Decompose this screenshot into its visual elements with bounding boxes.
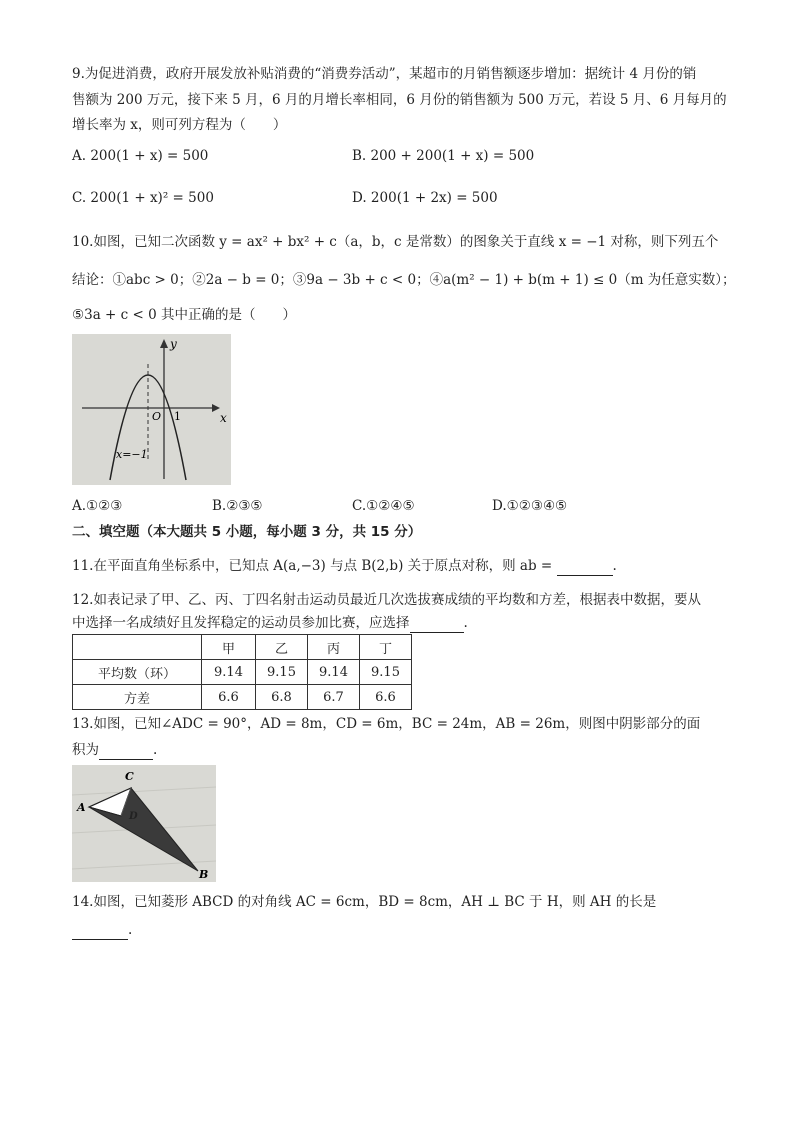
q10-option-b: B.②③⑤ [212,498,263,514]
q14-stem-line2 [72,920,132,940]
q11-end: . [612,558,617,574]
q9-stem-line2: 售额为 200 万元，接下来 5 月，6 月的月增长率相同，6 月份的销售额为 500 万元，若设 5 月、6 月每月的 [72,92,727,108]
table-row [73,685,412,710]
stats-table [72,634,412,710]
table-cell: 9.15 [256,660,308,685]
q14-end: . [128,922,133,938]
label-a: A [77,801,86,814]
q10-option-d: D.①②③④⑤ [492,498,568,514]
q13-stem-line2 [72,740,157,760]
q12-stem-line1: 12.如表记录了甲、乙、丙、丁四名射击运动员最近几次选拔赛成绩的平均数和方差，根据表中数据，要从 [72,592,701,608]
x-axis-arrow-icon [212,404,220,412]
label-b: B [199,868,209,881]
section-title: 二、填空题（本大题共 5 小题，每小题 3 分，共 15 分） [72,524,422,540]
q9-option-b: B. 200 + 200(1 + x) = 500 [352,148,535,164]
table-cell: 6.6 [360,685,412,710]
q12-text: 中选择一名成绩好且发挥稳定的运动员参加比赛，应选择 [72,615,410,631]
parabola-graph [72,334,231,485]
q13-stem-line1: 13.如图，已知∠ADC = 90°，AD = 8m，CD = 6m，BC = 24m，AB = 26m，则图中阴影部分的面 [72,716,701,732]
table-cell: 6.7 [308,685,360,710]
paper-grid-line [72,787,216,795]
q9-stem-line1: 9.为促进消费，政府开展发放补贴消费的“消费券活动”，某超市的月销售额逐步增加：据统计 4 月份的销 [72,66,697,82]
q11-answer-blank[interactable] [557,561,613,576]
triangle-figure [72,765,216,882]
table-header-cell: 丁 [360,635,412,660]
q12-stem-line2 [72,613,468,633]
label-d: D [129,811,138,822]
q11-text: 11.在平面直角坐标系中，已知点 A(a,−3) 与点 B(2,b) 关于原点对称，则 ab = [72,558,553,574]
table-cell: 9.14 [308,660,360,685]
table-header-row [73,635,412,660]
symmetry-axis-label: x=−1 [116,448,148,461]
q13-end: . [153,742,158,758]
table-row [73,660,412,685]
x-axis-label: x [220,411,227,425]
q9-option-d: D. 200(1 + 2x) = 500 [352,190,498,206]
table-cell: 6.8 [256,685,308,710]
q10-option-a: A.①②③ [72,498,123,514]
q13-text: 积为 [72,742,99,758]
parabola-figure [72,334,231,485]
q13-answer-blank[interactable] [99,745,153,760]
table-header-cell [73,635,202,660]
q10-stem-line2: 结论：①abc > 0；②2a − b = 0；③9a − 3b + c < 0；④a(m² − 1) + b(m + 1) ≤ 0（m 为任意实数）； [72,272,736,288]
table-cell: 9.15 [360,660,412,685]
q11-stem [72,556,617,576]
table-cell: 6.6 [202,685,256,710]
q9-stem-line3: 增长率为 x，则可列方程为（ ） [72,117,287,133]
table-header-cell: 甲 [202,635,256,660]
table-header-cell: 丙 [308,635,360,660]
q9-option-a: A. 200(1 + x) = 500 [72,148,209,164]
q9-option-c: C. 200(1 + x)² = 500 [72,190,214,206]
label-c: C [125,770,134,783]
q12-answer-blank[interactable] [410,618,464,633]
tick-label: 1 [174,410,181,423]
table-cell: 方差 [73,685,202,710]
triangle-graph [72,765,216,882]
table-cell: 9.14 [202,660,256,685]
q10-stem-line3: ⑤3a + c < 0 其中正确的是（ ） [72,307,296,323]
q10-stem-line1: 10.如图，已知二次函数 y = ax² + bx² + c（a，b，c 是常数）的图象关于直线 x = −1 对称，则下列五个 [72,234,719,250]
q14-stem-line1: 14.如图，已知菱形 ABCD 的对角线 AC = 6cm，BD = 8cm，AH ⊥ BC 于 H，则 AH 的长是 [72,894,657,910]
q14-answer-blank[interactable] [72,925,128,940]
y-axis-arrow-icon [160,339,168,348]
q10-option-c: C.①②④⑤ [352,498,415,514]
table-cell: 平均数（环） [73,660,202,685]
q12-end: . [463,615,468,631]
table-header-cell: 乙 [256,635,308,660]
origin-label: O [152,410,162,423]
y-axis-label: y [170,337,177,351]
